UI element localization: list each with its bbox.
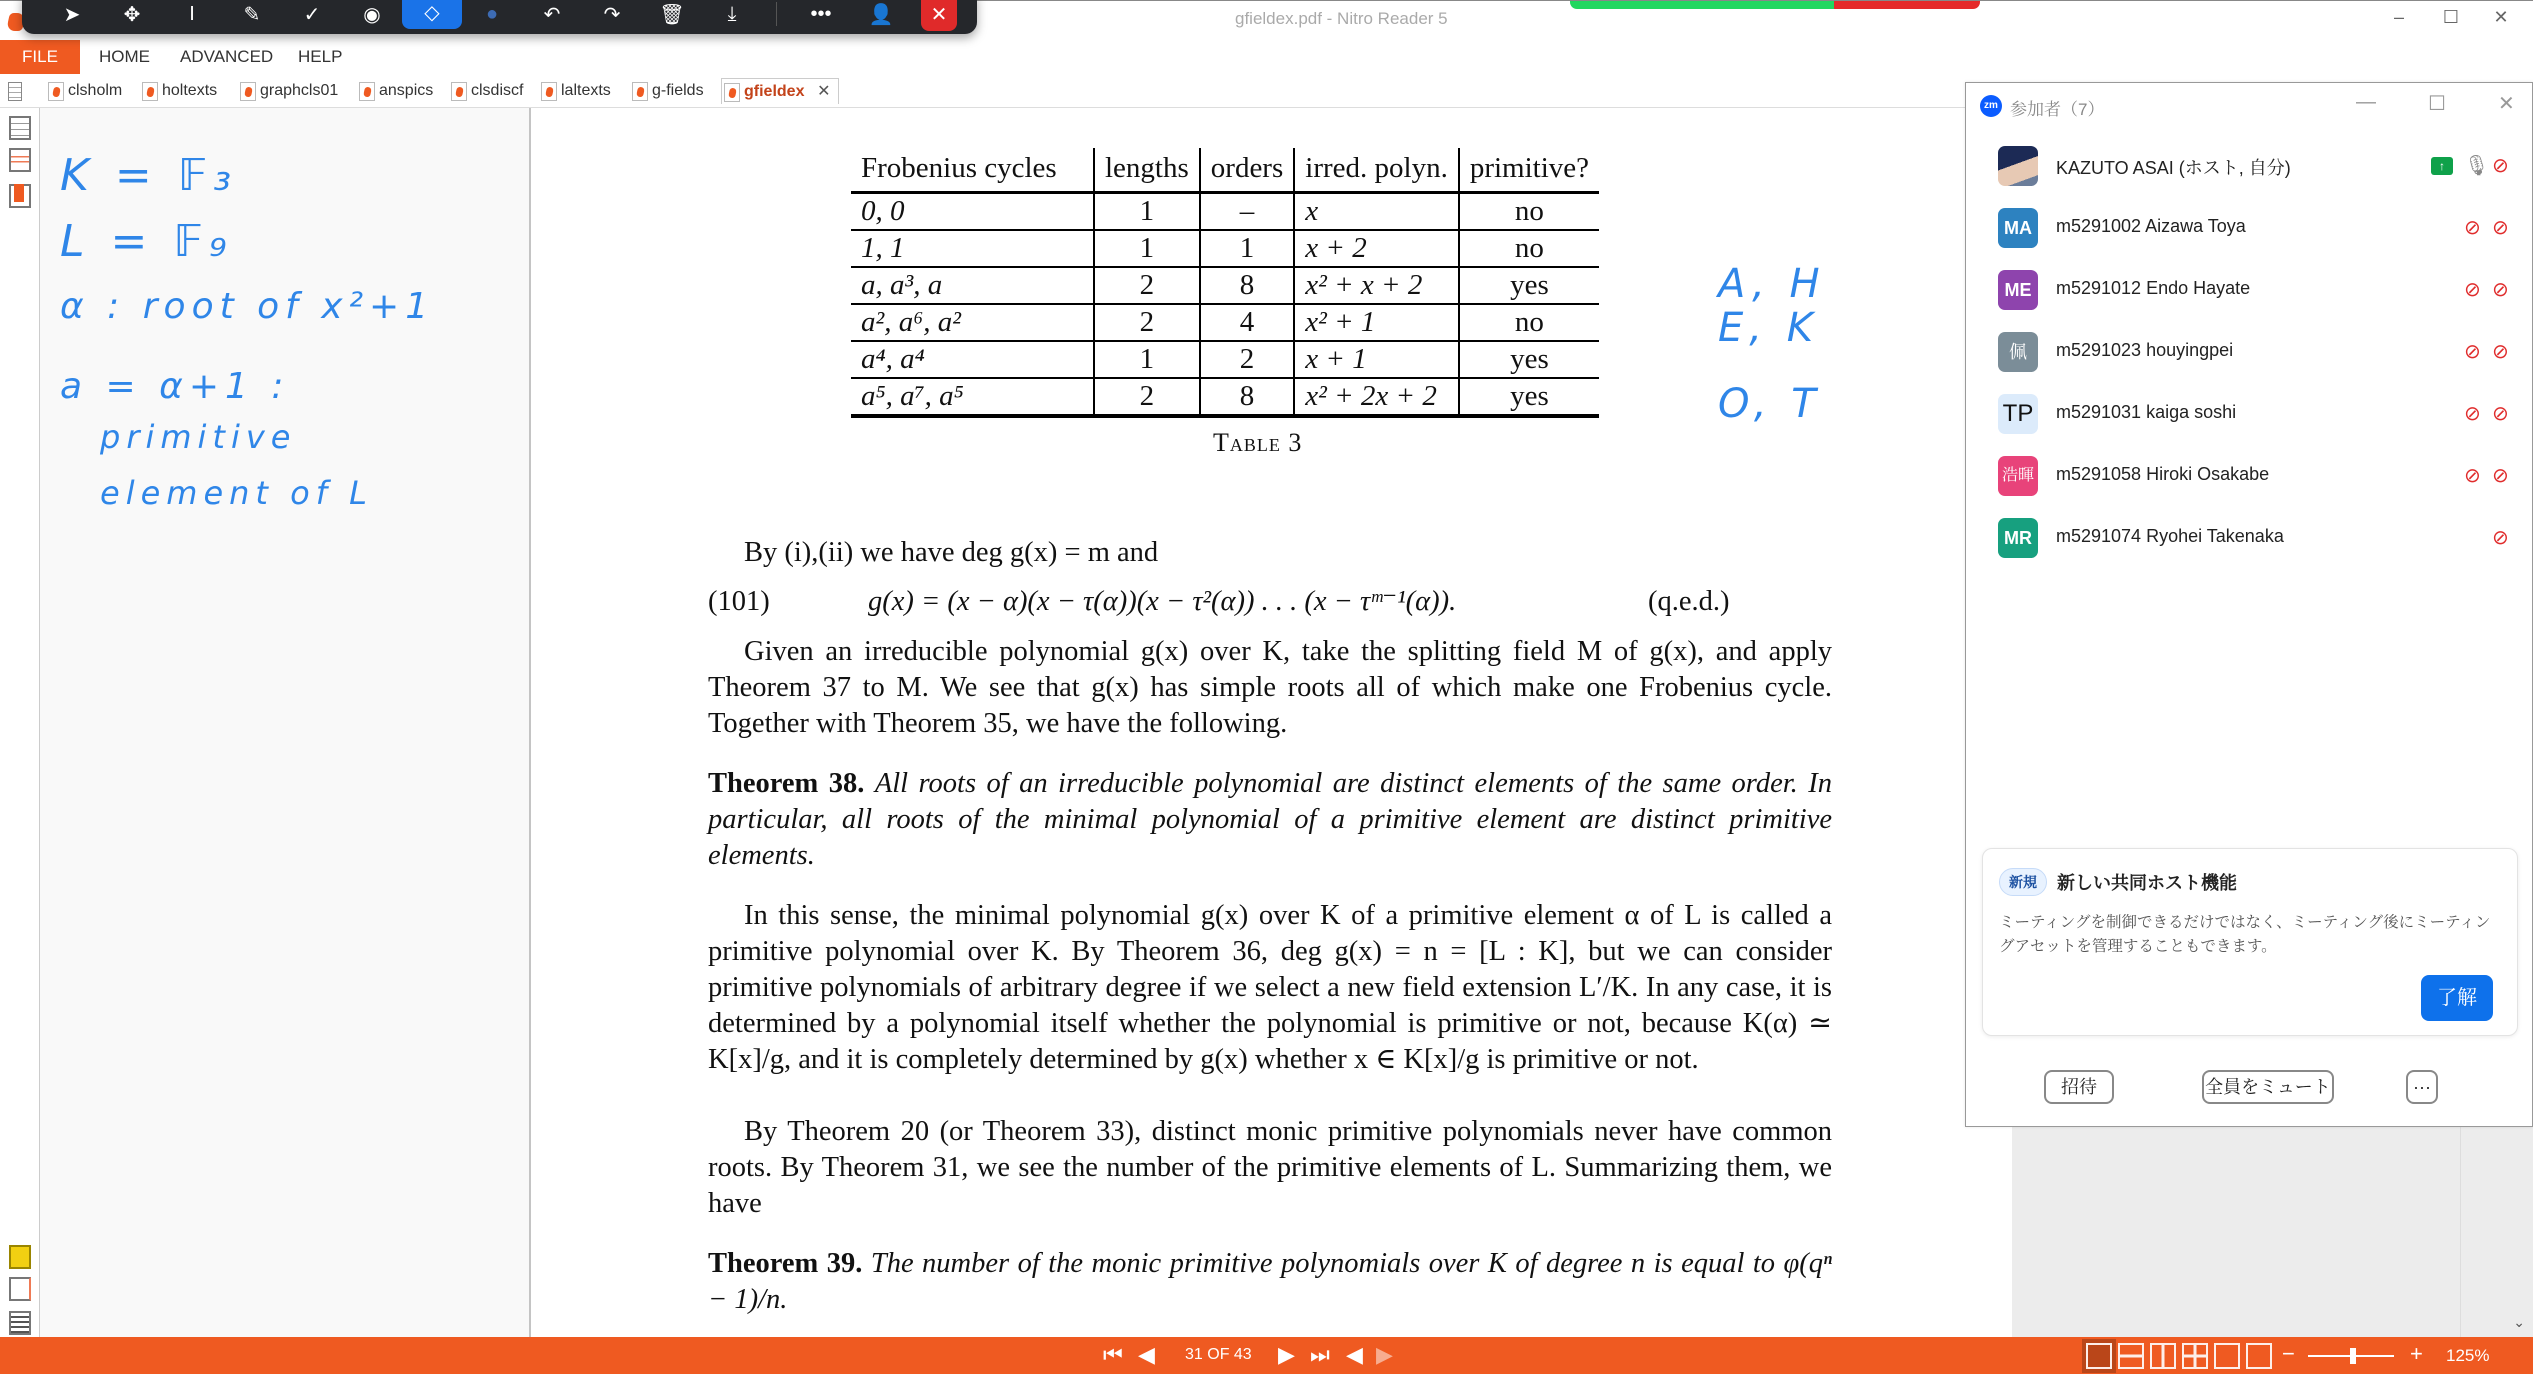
participant-row[interactable]: MR m5291074 Ryohei Takenaka ⊘ bbox=[1966, 507, 2532, 569]
facing-view-icon[interactable] bbox=[2150, 1343, 2176, 1369]
page-thumbnails-icon[interactable] bbox=[9, 116, 31, 140]
continuous-view-icon[interactable] bbox=[2118, 1343, 2144, 1369]
panel-close-button[interactable]: ✕ bbox=[2498, 93, 2515, 115]
eraser-tool-icon[interactable]: ◇ bbox=[402, 0, 462, 29]
tab-list-icon[interactable] bbox=[8, 82, 22, 101]
menu-file[interactable]: FILE bbox=[0, 40, 80, 74]
participant-row[interactable]: 佩 m5291023 houyingpei ⊘ ⊘ bbox=[1966, 321, 2532, 383]
handwriting-line: A, H bbox=[1718, 261, 1826, 307]
status-bar bbox=[0, 1337, 2533, 1374]
tab-clsdiscf[interactable]: clsdiscf bbox=[449, 78, 523, 104]
equation-body: g(x) = (x − α)(x − τ(α))(x − τ²(α)) . . . (x − τᵐ⁻¹(α)). bbox=[868, 586, 1457, 617]
previous-page-button[interactable]: ◀ bbox=[1138, 1342, 1155, 1367]
handwriting-line: α : root of x²+1 bbox=[60, 286, 435, 327]
screen-share-icon: ↑ bbox=[2431, 157, 2453, 175]
cover-view-icon[interactable] bbox=[2214, 1343, 2240, 1369]
left-sidebar bbox=[0, 108, 40, 1337]
participant-security-icon[interactable]: 👤 bbox=[868, 3, 894, 26]
table-row: a⁵, a⁷, a⁵ 2 8 x² + 2x + 2 yes bbox=[851, 378, 1599, 416]
close-annotation-icon[interactable]: ✕ bbox=[921, 0, 957, 31]
text-tool-icon[interactable]: I bbox=[189, 2, 195, 25]
handwriting-line: E, K bbox=[1718, 305, 1819, 351]
handwriting-line: primitive bbox=[100, 418, 297, 456]
toolbar-divider bbox=[776, 2, 777, 26]
mic-muted-icon: ⊘ bbox=[2464, 341, 2481, 363]
participant-row[interactable]: MA m5291002 Aizawa Toya ⊘ ⊘ bbox=[1966, 197, 2532, 259]
facing-continuous-view-icon[interactable] bbox=[2182, 1343, 2208, 1369]
annotation-margin bbox=[40, 108, 529, 1337]
pdf-file-icon bbox=[451, 82, 467, 101]
tab-graphcls01[interactable]: graphcls01 bbox=[238, 78, 338, 104]
theorem-label: Theorem 39. bbox=[708, 1248, 863, 1279]
color-picker-icon[interactable]: ● bbox=[485, 2, 499, 25]
page-indicator[interactable]: 31 OF 43 bbox=[1185, 1346, 1252, 1363]
participant-row[interactable]: TP m5291031 kaiga soshi ⊘ ⊘ bbox=[1966, 383, 2532, 445]
undo-icon[interactable]: ↶ bbox=[543, 3, 561, 26]
spotlight-icon[interactable]: ◉ bbox=[363, 3, 381, 26]
bookmarks-icon[interactable] bbox=[9, 184, 31, 208]
previous-view-button[interactable]: ◀ bbox=[1346, 1342, 1363, 1367]
cover-continuous-view-icon[interactable] bbox=[2246, 1343, 2272, 1369]
handwriting-line: L = 𝔽₉ bbox=[60, 216, 233, 267]
window-title: gfieldex.pdf - Nitro Reader 5 bbox=[1235, 9, 1448, 28]
panel-minimize-button[interactable]: — bbox=[2356, 91, 2376, 113]
tab-clsholm[interactable]: clsholm bbox=[46, 78, 122, 104]
menu-home[interactable]: HOME bbox=[99, 47, 150, 66]
pen-tool-icon[interactable]: ✎ bbox=[243, 3, 261, 26]
zoom-slider-thumb[interactable] bbox=[2350, 1348, 2356, 1364]
video-off-icon: ⊘ bbox=[2492, 217, 2509, 239]
close-button[interactable]: ✕ bbox=[2493, 7, 2509, 27]
mic-muted-icon: ⊘ bbox=[2464, 279, 2481, 301]
pdf-file-icon bbox=[632, 82, 648, 101]
maximize-button[interactable]: ☐ bbox=[2442, 7, 2460, 27]
menu-advanced[interactable]: ADVANCED bbox=[180, 47, 274, 66]
table-row: 1, 1 1 1 x + 2 no bbox=[851, 230, 1599, 267]
pdf-file-icon bbox=[142, 82, 158, 101]
video-off-icon: ⊘ bbox=[2492, 403, 2509, 425]
mic-muted-icon: ⊘ bbox=[2464, 217, 2481, 239]
equation-101 bbox=[708, 584, 1832, 620]
zoom-logo-icon: zm bbox=[1980, 95, 2002, 117]
handwriting-line: K = 𝔽₃ bbox=[60, 150, 237, 201]
tab-gfieldex[interactable]: gfieldex ✕ bbox=[721, 78, 839, 104]
redo-icon[interactable]: ↷ bbox=[603, 3, 621, 26]
menu-bar bbox=[0, 40, 1965, 74]
comments-icon[interactable] bbox=[9, 1245, 31, 1269]
table-header: lengths bbox=[1094, 148, 1200, 193]
tab-anspics[interactable]: anspics bbox=[357, 78, 433, 104]
theorem-body: The number of the monic primitive polynomials over K of degree n is equal to φ(qⁿ − 1)/n. bbox=[708, 1248, 1832, 1315]
paragraph: By Theorem 20 (or Theorem 33), distinct monic primitive polynomials never have common roots. By Theorem 31, we see the number of the primitive elements of L. Summarizing them, we have bbox=[708, 1116, 1832, 1219]
participant-row[interactable]: KAZUTO ASAI (ホスト, 自分) ↑ 🎙 ⊘ bbox=[1966, 135, 2532, 197]
pdf-file-icon bbox=[724, 83, 740, 102]
table-row: a⁴, a⁴ 1 2 x + 1 yes bbox=[851, 341, 1599, 378]
pdf-file-icon bbox=[541, 82, 557, 101]
pdf-file-icon bbox=[359, 82, 375, 101]
table-header: orders bbox=[1200, 148, 1294, 193]
participant-row[interactable]: ME m5291012 Endo Hayate ⊘ ⊘ bbox=[1966, 259, 2532, 321]
mic-muted-icon: ⊘ bbox=[2464, 465, 2481, 487]
pdf-file-icon bbox=[240, 82, 256, 101]
new-badge: 新規 bbox=[1999, 868, 2047, 896]
handwriting-line: element of L bbox=[100, 474, 373, 512]
zoom-out-button[interactable]: − bbox=[2282, 1341, 2295, 1366]
qed-mark: (q.e.d.) bbox=[1648, 586, 1730, 617]
equation-label: (101) bbox=[708, 586, 770, 617]
attachments-icon[interactable] bbox=[9, 1277, 31, 1301]
scroll-down-icon[interactable]: ⌄ bbox=[2513, 1314, 2525, 1330]
more-options-button[interactable]: ··· bbox=[2406, 1070, 2438, 1104]
pdf-file-icon bbox=[48, 82, 64, 101]
video-off-icon: ⊘ bbox=[2492, 527, 2509, 549]
table-row: a², a⁶, a² 2 4 x² + 1 no bbox=[851, 304, 1599, 341]
handwriting-line: a = α+1 : bbox=[60, 366, 290, 407]
menu-help[interactable]: HELP bbox=[298, 47, 343, 66]
table-row: a, a³, a 2 8 x² + x + 2 yes bbox=[851, 267, 1599, 304]
table-header: Frobenius cycles bbox=[851, 148, 1094, 193]
theorem-body: All roots of an irreducible polynomial are distinct elements of the same order. In particular, all roots of the minimal polynomial of a primitive element are distinct primitive elements. bbox=[708, 768, 1832, 871]
avatar: MR bbox=[1998, 518, 2038, 558]
recording-indicator bbox=[1570, 1, 1980, 9]
clear-trash-icon[interactable]: 🗑 bbox=[659, 3, 685, 26]
search-results-icon[interactable] bbox=[9, 148, 31, 172]
more-options-icon[interactable]: ••• bbox=[810, 2, 832, 25]
tab-g-fields[interactable]: g-fields bbox=[630, 78, 704, 104]
video-off-icon: ⊘ bbox=[2492, 465, 2509, 487]
video-off-icon: ⊘ bbox=[2492, 155, 2509, 177]
card-text: ミーティングを制御できるだけではなく、ミーティング後にミーティングアセットを管理することもできます。 bbox=[1999, 914, 2491, 955]
mic-muted-icon: ⊘ bbox=[2464, 403, 2481, 425]
avatar: 浩暉 bbox=[1998, 456, 2038, 496]
handwriting-line: O, T bbox=[1718, 381, 1822, 427]
panel-title: 参加者（7） bbox=[2010, 100, 2105, 119]
table-row: 0, 0 1 – x no bbox=[851, 193, 1599, 231]
zoom-participants-panel bbox=[1965, 82, 2533, 1127]
feature-announcement-card bbox=[1982, 848, 2518, 1036]
table-caption: Table 3 bbox=[1213, 428, 1303, 457]
card-title: 新しい共同ホスト機能 bbox=[2057, 873, 2237, 893]
theorem-39 bbox=[708, 1246, 1832, 1318]
move-tool-icon[interactable]: ✥ bbox=[123, 3, 141, 26]
microphone-icon[interactable]: 🎙 bbox=[2464, 155, 2490, 177]
paragraph: Given an irreducible polynomial g(x) over K, take the splitting field M of g(x), and apply Theorem 37 to M. We see that g(x) has simple roots all of which make one Frobenius cycle. Together with Theorem 35, we have the following. bbox=[708, 636, 1832, 739]
table-header: primitive? bbox=[1459, 148, 1599, 193]
frobenius-table bbox=[851, 148, 1599, 418]
theorem-38 bbox=[708, 766, 1832, 874]
tab-close-icon[interactable]: ✕ bbox=[817, 83, 831, 100]
next-page-button[interactable]: ▶ bbox=[1278, 1342, 1295, 1367]
avatar: 佩 bbox=[1998, 332, 2038, 372]
minimize-button[interactable]: – bbox=[2393, 7, 2404, 27]
last-page-button[interactable]: ⏭ bbox=[1310, 1342, 1330, 1367]
panel-maximize-button[interactable]: ☐ bbox=[2428, 93, 2446, 115]
select-tool-icon[interactable]: ➤ bbox=[63, 3, 81, 26]
avatar: MA bbox=[1998, 208, 2038, 248]
avatar: TP bbox=[1998, 394, 2038, 434]
tab-laltexts[interactable]: laltexts bbox=[539, 78, 611, 104]
invite-button[interactable]: 招待 bbox=[2044, 1070, 2114, 1104]
paragraph: By (i),(ii) we have deg g(x) = m and bbox=[744, 537, 1159, 568]
stamp-check-icon[interactable]: ✓ bbox=[303, 3, 321, 26]
table-header: irred. polyn. bbox=[1294, 148, 1459, 193]
zoom-level[interactable]: 125% bbox=[2446, 1346, 2490, 1365]
theorem-label: Theorem 38. bbox=[708, 768, 865, 799]
video-off-icon: ⊘ bbox=[2492, 279, 2509, 301]
panel-header bbox=[1966, 83, 2532, 131]
outline-icon[interactable] bbox=[9, 1311, 31, 1335]
document-tabs bbox=[0, 74, 1965, 108]
first-page-button[interactable]: ⏮ bbox=[1103, 1342, 1123, 1367]
video-off-icon: ⊘ bbox=[2492, 341, 2509, 363]
participant-row[interactable]: 浩暉 m5291058 Hiroki Osakabe ⊘ ⊘ bbox=[1966, 445, 2532, 507]
paragraph: In this sense, the minimal polynomial g(x) over K of a primitive element α of L is called a primitive polynomial over K. By Theorem 36, deg g(x) = n = [L : K], but we can consider primitive polynomials of arbitrary degree if we select a new field extension L′/K. In any case, it is determined by a polynomial itself whether the polynomial is primitive or not, because K(α) ≃ K[x]/g, and it is completely determined by g(x) whether x ∈ K[x]/g is primitive or not. bbox=[708, 900, 1832, 1075]
zoom-in-button[interactable]: + bbox=[2410, 1341, 2423, 1366]
annotation-toolbar bbox=[22, 0, 977, 34]
next-view-button[interactable]: ▶ bbox=[1376, 1342, 1393, 1367]
avatar bbox=[1998, 146, 2038, 186]
single-page-view-icon[interactable] bbox=[2086, 1343, 2112, 1369]
acknowledge-button[interactable]: 了解 bbox=[2421, 975, 2493, 1021]
save-download-icon[interactable]: ⤓ bbox=[727, 2, 737, 25]
avatar: ME bbox=[1998, 270, 2038, 310]
mute-all-button[interactable]: 全員をミュート bbox=[2202, 1070, 2334, 1104]
tab-holtexts[interactable]: holtexts bbox=[140, 78, 217, 104]
